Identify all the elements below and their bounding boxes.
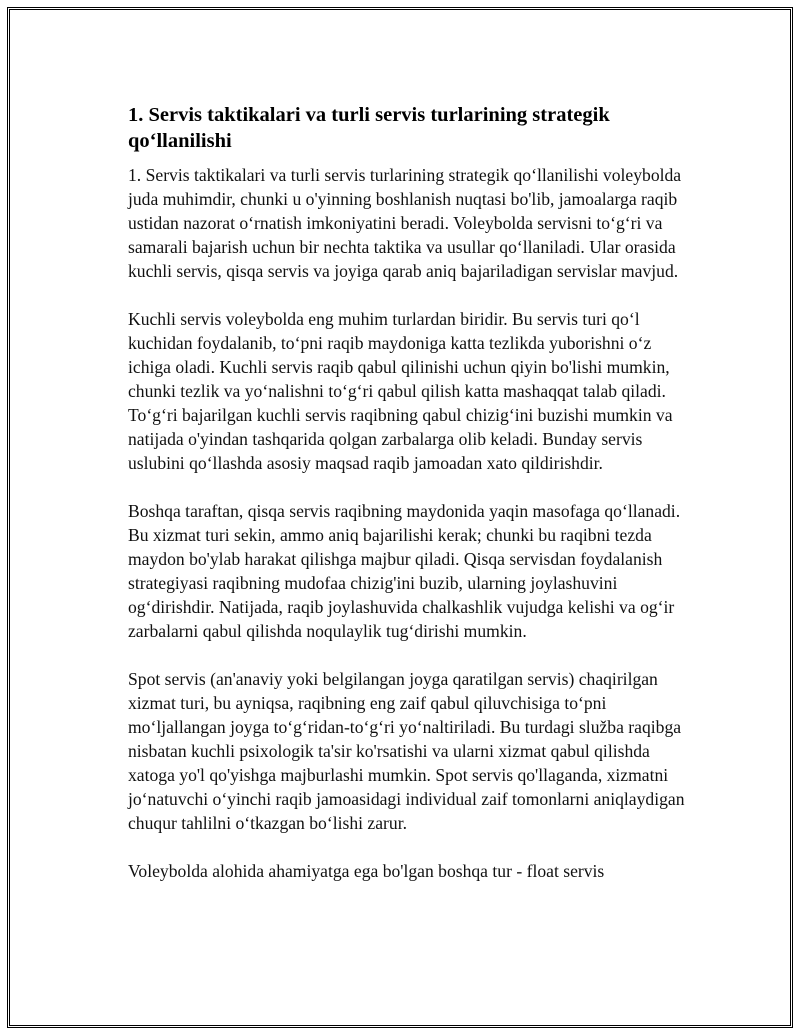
paragraph-short-serve: Boshqa taraftan, qisqa servis raqibning maydonida yaqin masofaga qoʻllanadi. Bu xizmat turi sekin, ammo aniq bajarilishi kerak; chunki bu raqibni tezda maydon bo'ylab harakat qilishga majbur qiladi. Qisqa servisdan foydalanish strategiyasi raqibning mudofaa chizig'ini buzib, ularning joylashuvini ogʻdirishdir. Natijada, raqib joylashuvida chalkashlik vujudga kelishi va ogʻir zarbalarni qabul qilishda noqulaylik tugʻdirishi mumkin. bbox=[128, 501, 681, 641]
document-body bbox=[128, 102, 698, 907]
paragraph-strong-serve: Kuchli servis voleybolda eng muhim turlardan biridir. Bu servis turi qoʻl kuchidan foydalanib, toʻpni raqib maydoniga katta tezlikda yuborishni oʻz ichiga oladi. Kuchli servis raqib qabul qilinishi uchun qiyin bo'lishi mumkin, chunki tezlik va yoʻnalishni toʻgʻri qabul qilish katta mashaqqat talab qiladi. Toʻgʻri bajarilgan kuchli servis raqibning qabul chizigʻini buzishi mumkin va natijada o'yindan tashqarida qolgan zarbalarga olib keladi. Bunday servis uslubini qoʻllashda asosiy maqsad raqib jamoadan xato qildirishdir. bbox=[128, 309, 673, 473]
paragraph-float-serve: Voleybolda alohida ahamiyatga ega bo'lgan boshqa tur - float servis bbox=[128, 861, 605, 881]
paragraph-spot-serve: Spot servis (an'anaviy yoki belgilangan joyga qaratilgan servis) chaqirilgan xizmat turi, bu ayniqsa, raqibning eng zaif qabul qiluvchisiga toʻpni moʻljallangan joyga toʻgʻridan-toʻgʻri yoʻnaltiriladi. Bu turdagi služba raqibga nisbatan kuchli psixologik ta'sir ko'rsatishi va ularni xizmat qabul qilishda xatoga yo'l qo'yishga majburlashi mumkin. Spot servis qo'llaganda, xizmatni joʻnatuvchi oʻyinchi raqib jamoasidagi individual zaif tomonlarni aniqlaydigan chuqur tahlilni oʻtkazgan boʻlishi zarur. bbox=[128, 669, 685, 833]
page-title: 1. Servis taktikalari va turli servis turlarining strategik qoʻllanilishi bbox=[128, 104, 610, 152]
paragraph-intro: 1. Servis taktikalari va turli servis turlarining strategik qoʻllanilishi voleybolda juda muhimdir, chunki u o'yinning boshlanish nuqtasi bo'lib, jamoalarga raqib ustidan nazorat oʻrnatish imkoniyatini beradi. Voleybolda servisni toʻgʻri va samarali bajarish uchun bir nechta taktika va usullar qoʻllaniladi. Ular orasida kuchli servis, qisqa servis va joyiga qarab aniq bajariladigan servislar mavjud. bbox=[128, 165, 682, 281]
page-frame bbox=[7, 7, 793, 1028]
